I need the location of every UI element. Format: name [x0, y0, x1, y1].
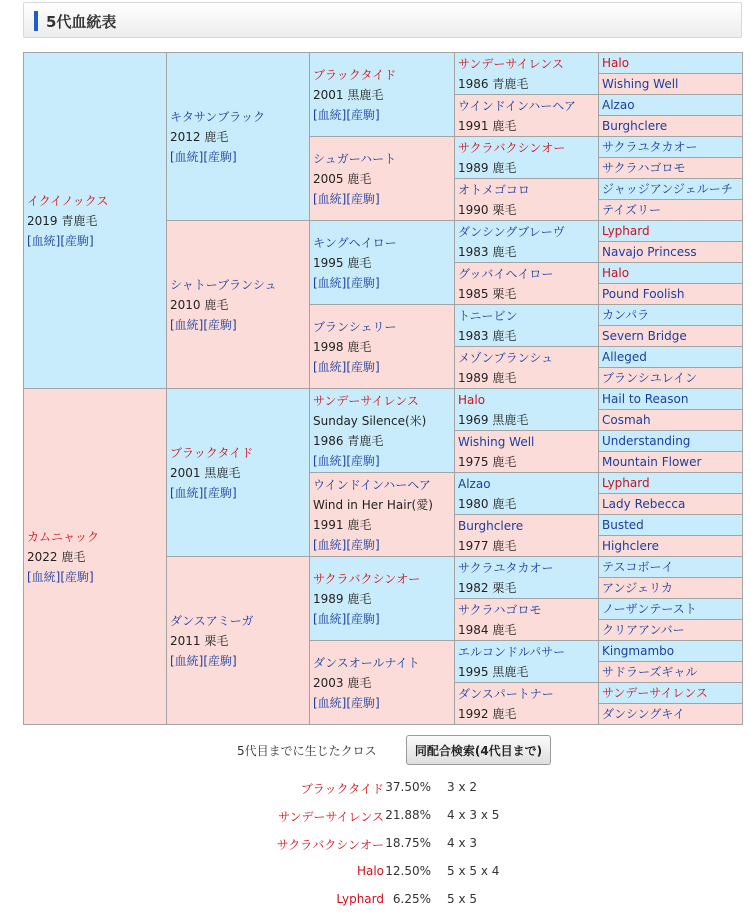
pedigree-row [24, 389, 743, 410]
horse-name-link[interactable]: ブラックタイド [170, 445, 254, 460]
horse-birth-coat: 2001 黒鹿毛 [313, 87, 384, 102]
horse-name-link[interactable]: キタサンブラック [170, 109, 266, 124]
produce-link[interactable]: [産駒] [60, 569, 94, 584]
horse-name-link[interactable]: Alleged [602, 350, 647, 364]
ancestor-cell-gen5 [599, 158, 743, 179]
ancestor-cell-gen4 [455, 599, 599, 641]
horse-name-link[interactable]: ダンスアミーガ [170, 613, 254, 628]
pedigree-links [170, 315, 309, 335]
ancestor-cell-gen3 [310, 53, 455, 137]
ancestor-cell-gen2 [167, 221, 310, 389]
horse-birth-coat: 1989 鹿毛 [458, 160, 517, 175]
horse-birth-coat: 1980 鹿毛 [458, 496, 517, 511]
ancestor-cell-gen5 [599, 431, 743, 452]
horse-birth-coat: 2011 栗毛 [170, 633, 229, 648]
produce-link[interactable]: [産駒] [346, 191, 380, 206]
horse-birth-coat: 1986 青鹿毛 [458, 76, 529, 91]
horse-name-link[interactable]: Halo [602, 266, 630, 280]
ancestor-cell-gen2 [167, 53, 310, 221]
ancestor-cell-gen3 [310, 473, 455, 557]
cross-row [23, 774, 742, 802]
horse-birth-coat: 2022 鹿毛 [27, 549, 86, 564]
ancestor-cell-gen3 [310, 389, 455, 473]
cross-row [23, 802, 742, 830]
cross-horse-name[interactable]: サンデーサイレンス [278, 810, 384, 824]
produce-link[interactable]: [産駒] [346, 359, 380, 374]
ancestor-cell-gen3 [310, 305, 455, 389]
pedigree-links [313, 451, 454, 471]
ancestor-cell-gen5 [599, 641, 743, 662]
horse-birth-coat: 1969 黒鹿毛 [458, 412, 529, 427]
horse-name-link[interactable]: ダンスオールナイト [313, 655, 420, 670]
horse-name-link[interactable]: テスコボーイ [602, 560, 674, 574]
horse-name-link[interactable]: キングヘイロー [313, 235, 397, 250]
horse-birth-coat: 1995 鹿毛 [313, 255, 372, 270]
ancestor-cell-gen5 [599, 662, 743, 683]
cross-label: 5代目までに生じたクロス [237, 744, 377, 758]
horse-name-link[interactable]: サンデーサイレンス [458, 56, 564, 71]
horse-name-link[interactable]: Burghclere [458, 518, 524, 533]
cross-generations: 4 x 3 x 5 [447, 808, 500, 822]
horse-name-link[interactable]: Navajo Princess [602, 245, 697, 259]
ancestor-cell-gen2 [167, 557, 310, 725]
horse-name-link[interactable]: サクラハゴロモ [458, 602, 542, 617]
horse-name-link[interactable]: サクラユタカオー [458, 560, 554, 575]
horse-name-link[interactable]: Highclere [602, 539, 659, 553]
horse-name-link[interactable]: サクラバクシンオー [313, 571, 421, 586]
produce-link[interactable]: [産駒] [203, 149, 237, 164]
horse-name-link[interactable]: グッバイヘイロー [458, 266, 554, 281]
horse-name-link[interactable]: Halo [458, 392, 486, 407]
horse-name-link[interactable]: サクラユタカオー [602, 140, 698, 154]
produce-link[interactable]: [産駒] [203, 317, 237, 332]
horse-birth-coat: 1975 鹿毛 [458, 454, 517, 469]
produce-link[interactable]: [産駒] [346, 107, 380, 122]
pedigree-link[interactable]: [血統] [170, 317, 204, 332]
section-header [23, 2, 742, 38]
pedigree-links [313, 693, 454, 713]
pedigree-links [170, 483, 309, 503]
horse-name-link[interactable]: ノーザンテースト [602, 602, 697, 616]
ancestor-cell-gen4 [455, 557, 599, 599]
horse-birth-coat: 1990 栗毛 [458, 202, 517, 217]
same-mating-search-button[interactable]: 同配合検索(4代目まで) [406, 735, 551, 765]
ancestor-cell-gen5 [599, 326, 743, 347]
cross-list [23, 774, 742, 914]
horse-name-link[interactable]: イクイノックス [27, 193, 109, 208]
horse-birth-coat: 1982 栗毛 [458, 580, 517, 595]
cross-row [23, 886, 742, 914]
horse-origin-name: Sunday Silence(米) [313, 413, 427, 428]
cross-row [23, 858, 742, 886]
cross-generations: 3 x 2 [447, 780, 477, 794]
ancestor-cell-gen4 [455, 179, 599, 221]
horse-origin-name: Wind in Her Hair(愛) [313, 497, 433, 512]
pedigree-link[interactable]: [血統] [27, 233, 61, 248]
horse-name-link[interactable]: Lyphard [602, 476, 650, 490]
cross-generations: 5 x 5 [447, 892, 477, 906]
produce-link[interactable]: [産駒] [346, 611, 380, 626]
pedigree-link[interactable]: [血統] [170, 653, 204, 668]
pedigree-link[interactable]: [血統] [313, 107, 347, 122]
horse-name-link[interactable]: ウインドインハーヘア [313, 477, 431, 492]
horse-name-link[interactable]: アンジェリカ [602, 581, 673, 595]
produce-link[interactable]: [産駒] [346, 453, 380, 468]
ancestor-cell-gen5 [599, 95, 743, 116]
pedigree-link[interactable]: [血統] [313, 275, 347, 290]
horse-name-link[interactable]: Burghclere [602, 119, 668, 133]
pedigree-links [27, 231, 166, 251]
produce-link[interactable]: [産駒] [60, 233, 94, 248]
cross-row [23, 830, 742, 858]
horse-birth-coat: 1998 鹿毛 [313, 339, 372, 354]
ancestor-cell-gen5 [599, 389, 743, 410]
horse-name-link[interactable]: Halo [602, 56, 630, 70]
ancestor-cell-gen5 [599, 137, 743, 158]
pedigree-link[interactable]: [血統] [313, 191, 347, 206]
horse-birth-coat: 2012 鹿毛 [170, 129, 229, 144]
pedigree-link[interactable]: [血統] [313, 453, 347, 468]
pedigree-links [313, 273, 454, 293]
ancestor-cell-gen5 [599, 473, 743, 494]
ancestor-cell-gen4 [455, 305, 599, 347]
produce-link[interactable]: [産駒] [346, 537, 380, 552]
ancestor-cell-gen5 [599, 53, 743, 74]
ancestor-cell-gen3 [310, 221, 455, 305]
horse-name-link[interactable]: Mountain Flower [602, 455, 702, 469]
horse-name-link[interactable]: ブラックタイド [313, 67, 397, 82]
ancestor-cell-gen5 [599, 494, 743, 515]
horse-name-link[interactable]: Alzao [602, 98, 635, 112]
horse-birth-coat: 1991 鹿毛 [458, 118, 517, 133]
horse-name-link[interactable]: テイズリー [602, 203, 662, 217]
horse-name-link[interactable]: Severn Bridge [602, 329, 687, 343]
ancestor-cell-gen4 [455, 389, 599, 431]
ancestor-cell-gen5 [599, 221, 743, 242]
horse-name-link[interactable]: Alzao [458, 476, 491, 491]
horse-name-link[interactable]: ブランシェリー [313, 319, 397, 334]
ancestor-cell-gen5 [599, 620, 743, 641]
ancestor-cell-gen3 [310, 137, 455, 221]
ancestor-cell-gen4 [455, 53, 599, 95]
ancestor-cell-gen4 [455, 263, 599, 305]
ancestor-cell-gen3 [310, 557, 455, 641]
pedigree-links [170, 651, 309, 671]
horse-name-link[interactable]: サンデーサイレンス [313, 393, 419, 408]
pedigree-links [313, 189, 454, 209]
ancestor-cell-gen4 [455, 137, 599, 179]
horse-name-link[interactable]: Hail to Reason [602, 392, 689, 406]
pedigree-link[interactable]: [血統] [313, 695, 347, 710]
ancestor-cell-gen1 [24, 389, 167, 725]
ancestor-cell-gen5 [599, 557, 743, 578]
horse-name-link[interactable]: ジャッジアンジェルーチ [602, 182, 733, 196]
cross-horse-name[interactable]: サクラバクシンオー [276, 838, 384, 852]
ancestor-cell-gen5 [599, 599, 743, 620]
pedigree-table [23, 52, 743, 725]
horse-birth-coat: 2019 青鹿毛 [27, 213, 98, 228]
horse-name-link[interactable]: Kingmambo [602, 644, 675, 658]
pedigree-link[interactable]: [血統] [313, 359, 347, 374]
horse-birth-coat: 1989 鹿毛 [458, 370, 517, 385]
horse-name-link[interactable]: Lyphard [602, 224, 650, 238]
horse-birth-coat: 1992 鹿毛 [458, 706, 517, 721]
pedigree-links [313, 105, 454, 125]
horse-birth-coat: 2005 鹿毛 [313, 171, 372, 186]
section-title: 5代血統表 [46, 13, 117, 31]
ancestor-cell-gen5 [599, 452, 743, 473]
horse-name-link[interactable]: ウインドインハーヘア [458, 98, 576, 113]
ancestor-cell-gen5 [599, 284, 743, 305]
horse-birth-coat: 1989 鹿毛 [313, 591, 372, 606]
horse-name-link[interactable]: カムニャック [27, 529, 100, 544]
produce-link[interactable]: [産駒] [203, 485, 237, 500]
ancestor-cell-gen5 [599, 410, 743, 431]
ancestor-cell-gen3 [310, 641, 455, 725]
ancestor-cell-gen5 [599, 536, 743, 557]
horse-name-link[interactable]: カンパラ [602, 308, 650, 322]
ancestor-cell-gen4 [455, 683, 599, 725]
ancestor-cell-gen5 [599, 683, 743, 704]
horse-birth-coat: 1985 栗毛 [458, 286, 517, 301]
horse-birth-coat: 1986 青鹿毛 [313, 433, 384, 448]
cross-percentage: 12.50% [385, 864, 431, 878]
horse-birth-coat: 1977 鹿毛 [458, 538, 517, 553]
pedigree-links [170, 147, 309, 167]
horse-name-link[interactable]: サドラーズギャル [602, 665, 698, 679]
horse-name-link[interactable]: ダンスパートナー [458, 686, 554, 701]
horse-name-link[interactable]: クリアアンバー [602, 623, 685, 637]
horse-name-link[interactable]: Wishing Well [602, 77, 679, 91]
ancestor-cell-gen4 [455, 347, 599, 389]
ancestor-cell-gen5 [599, 704, 743, 725]
horse-name-link[interactable]: シュガーハート [313, 151, 397, 166]
ancestor-cell-gen5 [599, 305, 743, 326]
cross-header [23, 734, 742, 766]
cross-percentage: 18.75% [385, 836, 431, 850]
ancestor-cell-gen5 [599, 578, 743, 599]
horse-birth-coat: 1984 鹿毛 [458, 622, 517, 637]
ancestor-cell-gen2 [167, 389, 310, 557]
pedigree-link[interactable]: [血統] [27, 569, 61, 584]
ancestor-cell-gen5 [599, 368, 743, 389]
horse-name-link[interactable]: Cosmah [602, 413, 651, 427]
produce-link[interactable]: [産駒] [346, 275, 380, 290]
horse-name-link[interactable]: ダンシングブレーヴ [458, 224, 565, 239]
horse-name-link[interactable]: エルコンドルパサー [458, 644, 566, 659]
ancestor-cell-gen5 [599, 200, 743, 221]
ancestor-cell-gen5 [599, 179, 743, 200]
pedigree-link[interactable]: [血統] [313, 611, 347, 626]
produce-link[interactable]: [産駒] [346, 695, 380, 710]
horse-name-link[interactable]: シャトーブランシュ [170, 277, 277, 292]
ancestor-cell-gen5 [599, 263, 743, 284]
horse-birth-coat: 1991 鹿毛 [313, 517, 372, 532]
pedigree-links [313, 357, 454, 377]
horse-birth-coat: 1983 鹿毛 [458, 244, 517, 259]
ancestor-cell-gen4 [455, 515, 599, 557]
ancestor-cell-gen4 [455, 221, 599, 263]
cross-percentage: 21.88% [385, 808, 431, 822]
horse-birth-coat: 2010 鹿毛 [170, 297, 229, 312]
pedigree-links [313, 535, 454, 555]
horse-birth-coat: 1983 鹿毛 [458, 328, 517, 343]
cross-horse-name[interactable]: Lyphard [336, 892, 384, 906]
horse-name-link[interactable]: トニービン [458, 308, 518, 323]
ancestor-cell-gen5 [599, 347, 743, 368]
horse-name-link[interactable]: Wishing Well [458, 434, 535, 449]
pedigree-links [313, 609, 454, 629]
ancestor-cell-gen5 [599, 116, 743, 137]
cross-generations: 5 x 5 x 4 [447, 864, 500, 878]
cross-horse-name[interactable]: Halo [356, 864, 384, 878]
cross-percentage: 37.50% [385, 780, 431, 794]
ancestor-cell-gen4 [455, 641, 599, 683]
horse-birth-coat: 2003 鹿毛 [313, 675, 372, 690]
cross-percentage: 6.25% [392, 892, 431, 906]
horse-name-link[interactable]: サクラバクシンオー [458, 140, 566, 155]
ancestor-cell-gen5 [599, 74, 743, 95]
horse-name-link[interactable]: サンデーサイレンス [602, 686, 708, 700]
horse-birth-coat: 1995 黒鹿毛 [458, 664, 529, 679]
cross-horse-name[interactable]: ブラックタイド [300, 782, 384, 796]
horse-name-link[interactable]: Busted [602, 518, 644, 532]
pedigree-row [24, 53, 743, 74]
ancestor-cell-gen1 [24, 53, 167, 389]
ancestor-cell-gen5 [599, 242, 743, 263]
horse-name-link[interactable]: メゾンブランシュ [458, 350, 554, 365]
horse-name-link[interactable]: Lady Rebecca [602, 497, 686, 511]
horse-name-link[interactable]: ダンシングキイ [602, 707, 685, 721]
horse-name-link[interactable]: Understanding [602, 434, 691, 448]
horse-name-link[interactable]: サクラハゴロモ [602, 161, 686, 175]
cross-generations: 4 x 3 [447, 836, 477, 850]
ancestor-cell-gen5 [599, 515, 743, 536]
ancestor-cell-gen4 [455, 95, 599, 137]
pedigree-links [27, 567, 166, 587]
ancestor-cell-gen4 [455, 431, 599, 473]
pedigree-link[interactable]: [血統] [313, 537, 347, 552]
horse-name-link[interactable]: Pound Foolish [602, 287, 685, 301]
horse-name-link[interactable]: ブランシユレイン [602, 371, 698, 385]
horse-birth-coat: 2001 黒鹿毛 [170, 465, 241, 480]
produce-link[interactable]: [産駒] [203, 653, 237, 668]
header-accent-bar [34, 11, 38, 31]
ancestor-cell-gen4 [455, 473, 599, 515]
pedigree-link[interactable]: [血統] [170, 485, 204, 500]
horse-name-link[interactable]: オトメゴコロ [458, 182, 530, 197]
pedigree-link[interactable]: [血統] [170, 149, 204, 164]
